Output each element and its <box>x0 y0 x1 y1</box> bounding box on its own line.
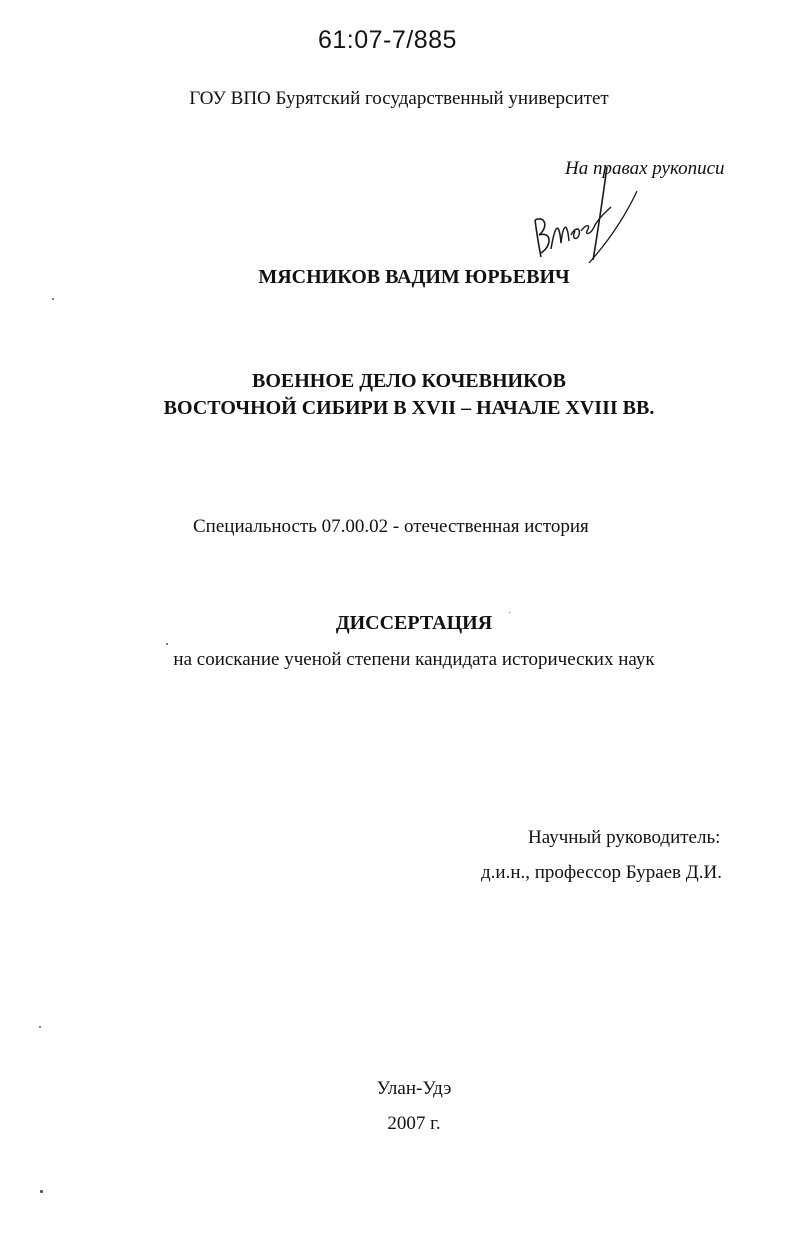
advisor-label: Научный руководитель: <box>528 827 721 848</box>
manuscript-rights-note: На правах рукописи <box>565 158 725 179</box>
year: 2007 г. <box>387 1113 441 1134</box>
advisor-name: д.и.н., профессор Бураев Д.И. <box>481 862 722 883</box>
author-name: МЯСНИКОВ ВАДИМ ЮРЬЕВИЧ <box>258 266 570 288</box>
scan-speck <box>509 612 510 613</box>
library-stamp-code: 61:07-7/885 <box>318 26 457 54</box>
degree-line: на соискание ученой степени кандидата исторических наук <box>173 649 655 670</box>
dissertation-title-line-2: ВОСТОЧНОЙ СИБИРИ В XVII – НАЧАЛЕ XVIII ВВ. <box>163 397 655 419</box>
dissertation-title-line-1: ВОЕННОЕ ДЕЛО КОЧЕВНИКОВ <box>252 370 566 392</box>
university-name: ГОУ ВПО Бурятский государственный университет <box>189 88 609 109</box>
document-type: ДИССЕРТАЦИЯ <box>335 612 493 634</box>
city: Улан-Удэ <box>376 1078 452 1099</box>
scan-speck <box>39 1026 41 1028</box>
scan-speck <box>52 298 54 300</box>
author-signature <box>515 165 645 275</box>
scan-speck <box>40 1190 43 1193</box>
specialty-line: Специальность 07.00.02 - отечественная история <box>193 516 589 537</box>
scan-speck <box>166 643 168 645</box>
